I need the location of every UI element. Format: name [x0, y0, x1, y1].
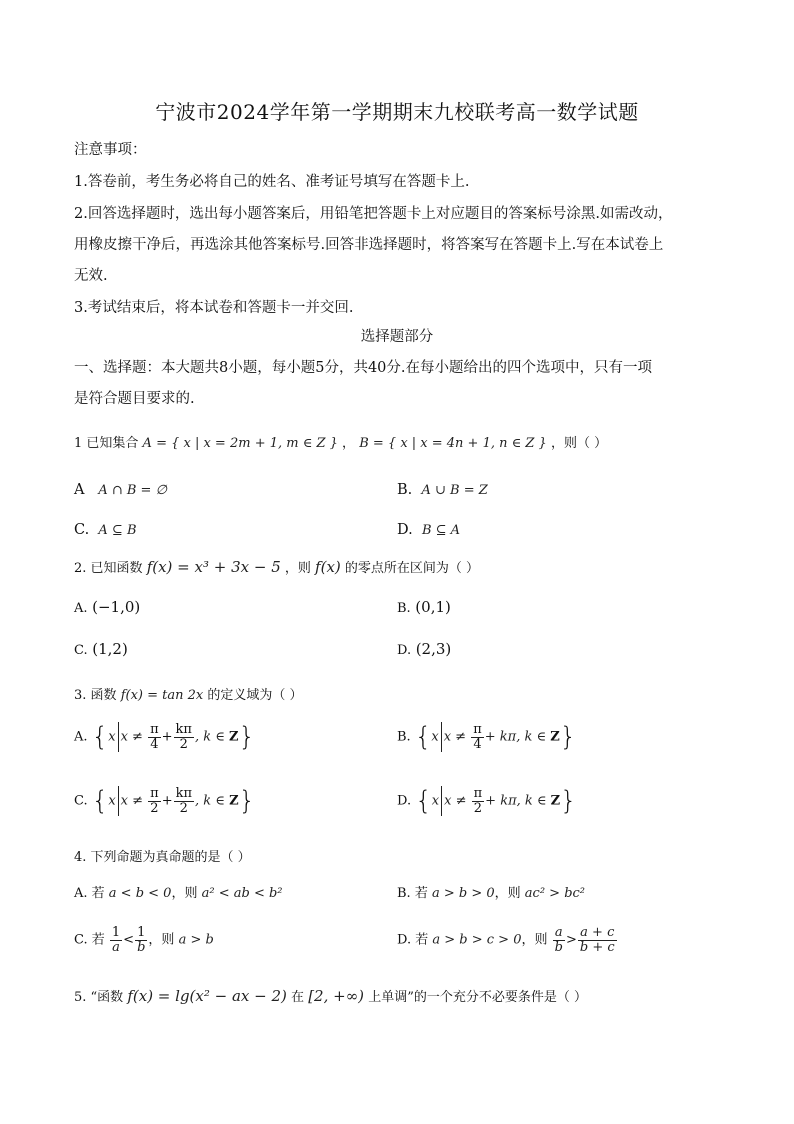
q4-option-c[interactable]: C. 若 $\frac{1}{a}$ < $\frac{1}{b}$ ，则 a > b — [74, 925, 214, 955]
notice-item-2-line-3: 无效. — [74, 268, 108, 284]
question-2-stem: 2. 已知函数 f(x) = x³ + 3x − 5 ，则 f(x) 的零点所在区间为（ ） — [74, 558, 480, 576]
q5-function: f(x) = lg(x² − ax − 2) — [127, 987, 287, 1005]
q2-option-a[interactable]: A. (−1,0) — [74, 598, 141, 616]
notice-item-2-line-1: 2.回答选择题时，选出每小题答案后，用铅笔把答题卡上对应题目的答案标号涂黑.如需改动， — [74, 206, 673, 222]
q3-option-b[interactable]: B. {x x ≠ $\frac{\pi}{4}$ + kπ, k ∈ Z} — [397, 721, 577, 752]
notice-item-3: 3.考试结束后，将本试卷和答题卡一并交回. — [74, 300, 354, 316]
q1-option-a[interactable]: A A ∩ B = ∅ — [74, 482, 167, 498]
q5-interval: [2, +∞) — [308, 987, 365, 1005]
q2-option-c[interactable]: C. (1,2) — [74, 640, 128, 658]
notice-heading: 注意事项： — [74, 142, 147, 158]
part-one-line-1: 一、选择题：本大题共8小题，每小题5分，共40分.在每小题给出的四个选项中，只有一项 — [74, 360, 653, 376]
question-4-stem: 4. 下列命题为真命题的是（ ） — [74, 850, 251, 865]
q4-option-d[interactable]: D. 若 a > b > c > 0，则 $\frac{a}{b}$ > $\frac{a + c}{b + c}$ — [397, 925, 615, 955]
q1-option-c[interactable]: C. A ⊆ B — [74, 522, 137, 538]
question-1-stem — [74, 432, 607, 451]
q1-sep: ， — [342, 436, 356, 451]
notice-item-2-line-2: 用橡皮擦干净后，再选涂其他答案标号.回答非选择题时，将答案写在答题卡上.写在本试卷上 — [74, 237, 664, 253]
page-title: 宁波市2024学年第一学期期末九校联考高一数学试题 — [155, 100, 639, 124]
q2-function: f(x) = x³ + 3x − 5 — [146, 558, 281, 576]
q2-option-b[interactable]: B. (0,1) — [397, 598, 451, 616]
q1-set-a: A = { x | x = 2m + 1, m ∈ Z } — [142, 436, 338, 451]
q4-option-a[interactable]: A. 若 a < b < 0，则 a² < ab < b² — [74, 886, 283, 901]
q4-option-b[interactable]: B. 若 a > b > 0，则 ac² > bc² — [397, 886, 586, 901]
notice-item-1: 1.答卷前，考生务必将自己的姓名、准考证号填写在答题卡上. — [74, 174, 470, 190]
question-3-stem: 3. 函数 f(x) = tan 2x 的定义域为（ ） — [74, 688, 303, 703]
q2-option-d[interactable]: D. (2,3) — [397, 640, 452, 658]
q1-suffix: ，则（ ） — [550, 436, 608, 451]
q1-option-b[interactable]: B. A ∪ B = Z — [397, 482, 488, 498]
q3-option-a[interactable]: A. {x x ≠ $\frac{\pi}{4}$ + $\frac{k\pi}{2}$ , k ∈ Z} — [74, 721, 256, 752]
section-title: 选择题部分 — [360, 329, 434, 345]
q1-prefix: 1 已知集合 — [74, 436, 139, 451]
part-one-line-2: 是符合题目要求的. — [74, 391, 195, 407]
q3-option-d[interactable]: D. {x x ≠ $\frac{\pi}{2}$ + kπ, k ∈ Z} — [397, 785, 577, 816]
q1-set-b: B = { x | x = 4n + 1, n ∈ Z } — [359, 436, 547, 451]
q3-function: f(x) = tan 2x — [120, 688, 204, 703]
q1-option-d[interactable]: D. B ⊆ A — [397, 522, 461, 538]
question-5-stem: 5. “函数 f(x) = lg(x² − ax − 2) 在 [2, +∞) 上单调”的一个充分不必要条件是（ ） — [74, 987, 587, 1005]
q3-option-c[interactable]: C. {x x ≠ $\frac{\pi}{2}$ + $\frac{k\pi}{2}$ , k ∈ Z} — [74, 785, 256, 816]
